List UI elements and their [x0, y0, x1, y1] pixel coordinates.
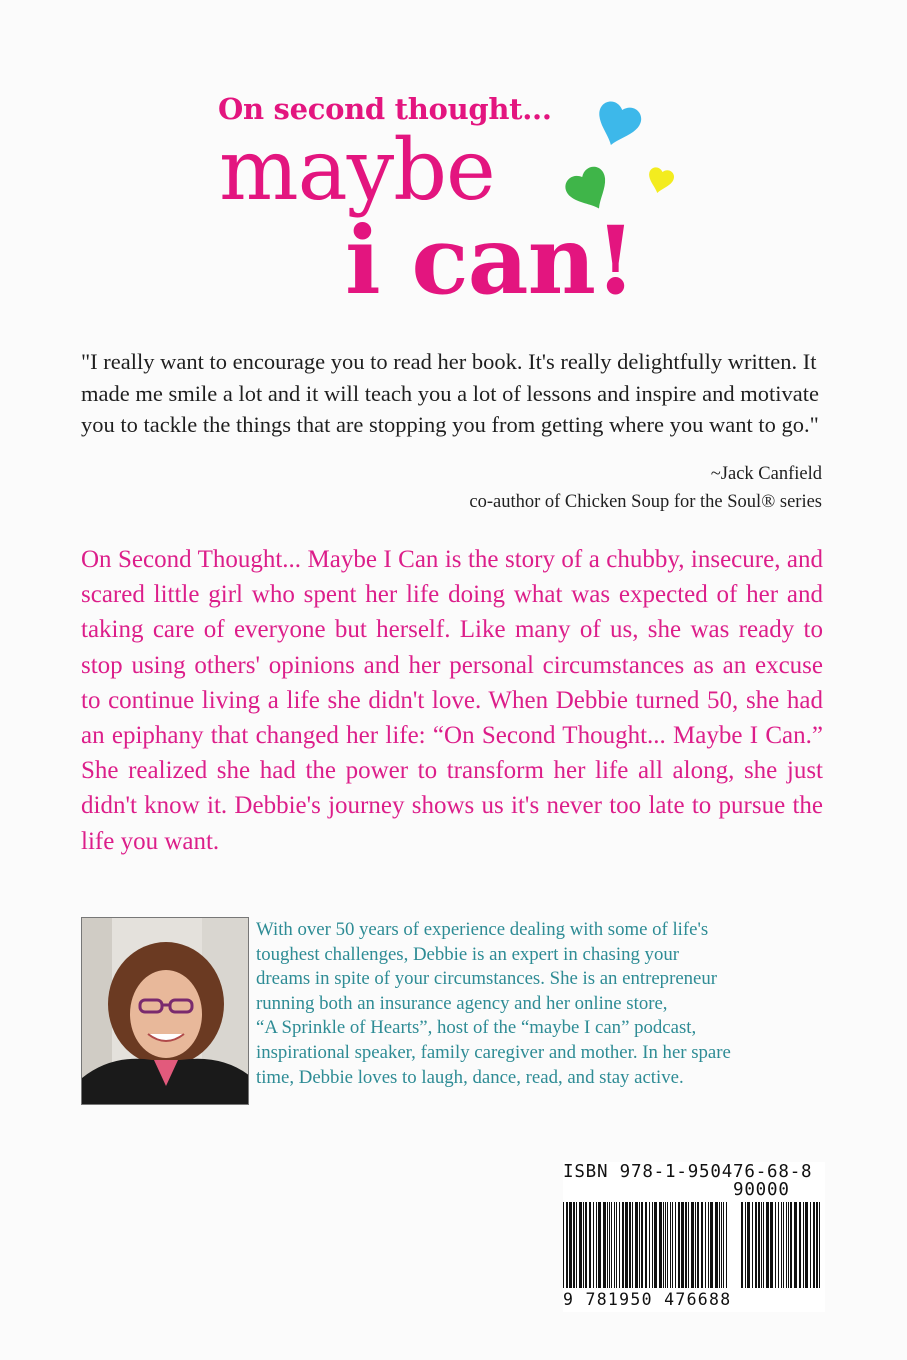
barcode-bar [697, 1202, 699, 1288]
barcode-bar [629, 1202, 631, 1288]
barcode-bar [763, 1202, 764, 1288]
barcode-bar [695, 1202, 696, 1288]
barcode-bar [614, 1202, 615, 1288]
barcode-bar [576, 1202, 577, 1288]
barcode-bar [569, 1202, 572, 1288]
hearts-decoration [555, 98, 685, 228]
barcode-bar [786, 1202, 787, 1288]
barcode-bar [805, 1202, 808, 1288]
barcode-bar [691, 1202, 694, 1288]
barcode-bar [579, 1202, 582, 1288]
barcode-bar [790, 1202, 792, 1288]
barcode-bar [715, 1202, 718, 1288]
testimonial-credential: co-author of Chicken Soup for the Soul® series [469, 492, 822, 512]
barcode-bar [741, 1202, 743, 1288]
title-line-2: i can! [345, 206, 636, 316]
barcode-bar [781, 1202, 782, 1288]
barcode-bar [566, 1202, 568, 1288]
barcode-bar [603, 1202, 606, 1288]
barcode-bar [625, 1202, 628, 1288]
author-portrait-icon [82, 918, 249, 1105]
barcode-bar [667, 1202, 668, 1288]
barcode-bar [788, 1202, 789, 1288]
barcode-bar [649, 1202, 650, 1288]
barcode-bar [685, 1202, 687, 1288]
barcode-bar [770, 1202, 773, 1288]
barcode-bar [622, 1202, 624, 1288]
barcode-bar [672, 1202, 673, 1288]
barcode-bar [563, 1202, 564, 1288]
barcode-bar [678, 1202, 680, 1288]
barcode-bar [775, 1202, 776, 1288]
barcode-bar [783, 1202, 784, 1288]
barcode-bar [641, 1202, 643, 1288]
ean-digits: 9 781950 476688 [563, 1290, 732, 1309]
barcode-bar [799, 1202, 801, 1288]
barcode-bar [670, 1202, 671, 1288]
barcode-bar [607, 1202, 608, 1288]
yellow-heart-icon [645, 166, 675, 196]
barcode-bar [766, 1202, 769, 1288]
barcode-bar [585, 1202, 587, 1288]
barcode-bar [675, 1202, 676, 1288]
barcode-bar [816, 1202, 818, 1288]
barcode-bar [593, 1202, 594, 1288]
barcode-bar [652, 1202, 653, 1288]
barcode-bar [619, 1202, 620, 1288]
barcode-bar [819, 1202, 820, 1288]
title-line-1: maybe [219, 121, 495, 219]
barcode-bar [616, 1202, 617, 1288]
isbn-barcode-block [563, 1162, 825, 1312]
barcode-bar [611, 1202, 612, 1288]
barcode-bar [681, 1202, 684, 1288]
testimonial-quote: "I really want to encourage you to read her book. It's really delightfully written. It made me smile a lot and it will teach you a lot of lessons and inspire and motivate you to tackle the things that are stopping you from getting where you want to go." [81, 349, 819, 437]
barcode-bar [719, 1202, 720, 1288]
author-bio: With over 50 years of experience dealing with some of life's toughest challenges, Debbie is an expert in chasing your dreams in spite of your circumstances. She is an entrepreneur running both an insurance agency and her online store, “A Sprinkle of Hearts”, host of the “maybe I can” podcast, inspirational speaker, family caregiver and mother. In her spare time, Debbie loves to laugh, dance, read, and stay active. [256, 919, 731, 1088]
isbn-number: ISBN 978-1-950476-68-8 [563, 1162, 813, 1182]
barcode-bar [665, 1202, 666, 1288]
barcode-bar [609, 1202, 610, 1288]
barcode-bar [747, 1202, 750, 1288]
testimonial-attribution [302, 460, 822, 516]
barcode-bar [745, 1202, 746, 1288]
barcode-bar [639, 1202, 640, 1288]
barcode-bar [705, 1202, 706, 1288]
barcode-bar [810, 1202, 811, 1288]
barcode-bar [573, 1202, 575, 1288]
barcode-bar [701, 1202, 703, 1288]
barcode-bar [663, 1202, 664, 1288]
barcode-bar [721, 1202, 722, 1288]
book-description: On Second Thought... Maybe I Can is the story of a chubby, insecure, and scared little girl who spent her life doing what was expected of her and taking care of everyone but herself. Like many of us, she was ready to stop using others' opinions and her personal circumstances as an excuse to continue living a life she didn't love. When Debbie turned 50, she had an epiphany that changed her life: “On Second Thought... Maybe I Can.” She realized she had the power to transform her life all along, she just didn't know it. Debbie's journey shows us it's never too late to pursue the life you want. [81, 546, 823, 855]
blue-heart-icon [591, 99, 645, 152]
barcode-bar [723, 1202, 724, 1288]
barcode-bar [632, 1202, 633, 1288]
testimonial-author: ~Jack Canfield [710, 464, 822, 484]
barcode-bar [710, 1202, 713, 1288]
barcode-bar [752, 1202, 753, 1288]
barcode-bar [598, 1202, 601, 1288]
barcode-bar [645, 1202, 647, 1288]
barcode-bar [761, 1202, 762, 1288]
green-heart-icon [562, 163, 618, 218]
barcode-bar [589, 1202, 591, 1288]
barcode-bar [659, 1202, 662, 1288]
title-kicker: On second thought... [218, 92, 552, 126]
barcode-bar [583, 1202, 584, 1288]
barcode-bar [654, 1202, 657, 1288]
barcode-bar [596, 1202, 597, 1288]
barcode-bar [708, 1202, 709, 1288]
barcode-bar [758, 1202, 760, 1288]
barcode-bar [803, 1202, 804, 1288]
barcode-bar [813, 1202, 815, 1288]
barcode-bars [563, 1202, 825, 1290]
barcode-bar [726, 1202, 727, 1288]
price-code: 90000 [733, 1180, 790, 1200]
barcode-bar [688, 1202, 689, 1288]
barcode-bar [794, 1202, 797, 1288]
barcode-bar [778, 1202, 779, 1288]
author-photo [81, 917, 249, 1105]
barcode-bar [755, 1202, 757, 1288]
barcode-bar [635, 1202, 638, 1288]
